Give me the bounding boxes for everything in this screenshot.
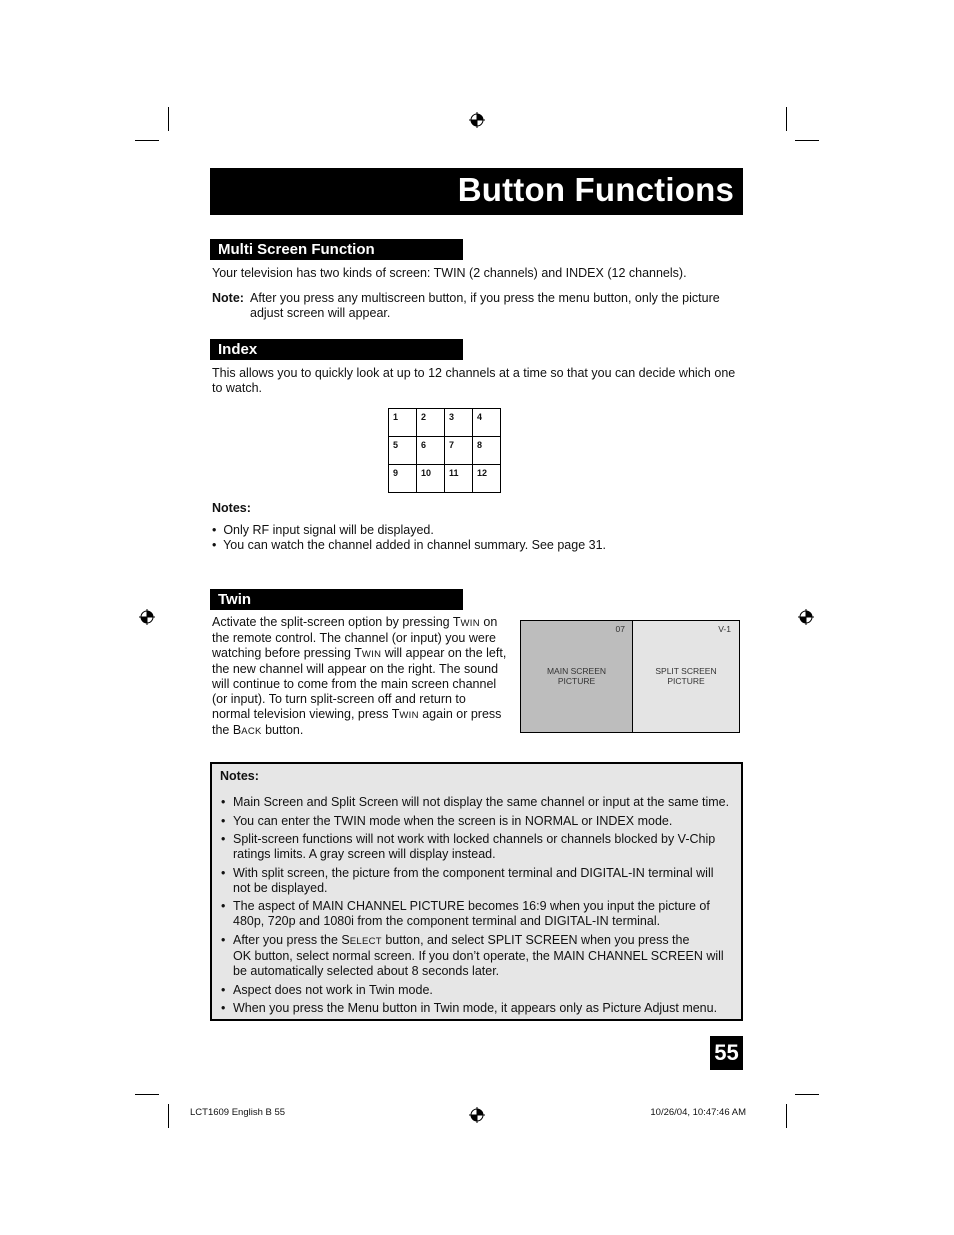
footer-left: LCT1609 English B 55 [190, 1107, 286, 1118]
list-item: • You can enter the TWIN mode when the screen is in NORMAL or INDEX mode. [220, 814, 735, 829]
twin-line: normal television viewing, press TWIN again or press [212, 707, 502, 721]
index-cell: 5 [389, 437, 417, 465]
twin-description [212, 615, 512, 739]
main-screen-label: MAIN SCREEN PICTURE [546, 666, 607, 686]
notes-list [220, 795, 735, 1020]
multi-screen-heading: Multi Screen Function [210, 239, 463, 260]
index-cell: 11 [445, 465, 473, 493]
index-cell: 10 [417, 465, 445, 493]
registration-mark-icon [798, 609, 814, 625]
index-cell: 1 [389, 409, 417, 437]
footer-right: 10/26/04, 10:47:46 AM [650, 1107, 746, 1118]
list-item: • Aspect does not work in Twin mode. [220, 983, 735, 998]
registration-mark-icon [139, 609, 155, 625]
list-item: • The aspect of MAIN CHANNEL PICTURE becomes 16:9 when you input the picture of 480p, 720p and 1080i from the component terminal and DIGITAL-IN terminal. [220, 899, 735, 929]
crop-mark [795, 1094, 819, 1095]
page-title-bar [210, 168, 743, 215]
twin-line: the BACK button. [212, 723, 304, 737]
index-grid [388, 408, 501, 493]
index-cell: 7 [445, 437, 473, 465]
index-cell: 3 [445, 409, 473, 437]
crop-mark [795, 140, 819, 141]
crop-mark [168, 107, 169, 131]
index-heading: Index [210, 339, 463, 360]
main-screen-panel [521, 621, 633, 732]
registration-mark-icon [469, 112, 485, 128]
note-text-2: adjust screen will appear. [250, 306, 391, 320]
index-notes-label: Notes: [212, 501, 251, 515]
multi-screen-intro: Your television has two kinds of screen: TWIN (2 channels) and INDEX (12 channels). [212, 266, 687, 280]
crop-mark [135, 1094, 159, 1095]
list-item: • Main Screen and Split Screen will not display the same channel or input at the same time. [220, 795, 735, 810]
page-number: 55 [710, 1036, 743, 1070]
split-screen-label: SPLIT SCREEN PICTURE [655, 666, 717, 686]
index-cell: 4 [473, 409, 501, 437]
index-cell: 2 [417, 409, 445, 437]
crop-mark [168, 1104, 169, 1128]
list-item: • After you press the SELECT button, and select SPLIT SCREEN when you press the OK button, select normal screen. If you don’t operate, the MAIN CHANNEL SCREEN will be automatically selected about 8 seconds later. [220, 933, 735, 979]
note-label: Note: [212, 291, 244, 305]
notes-box [210, 762, 743, 1021]
note-text-1: After you press any multiscreen button, if you press the menu button, only the picture [250, 291, 720, 305]
main-channel-number: 07 [615, 624, 625, 634]
twin-line: (or input). To turn split-screen off and return to [212, 692, 466, 706]
list-item: • Split-screen functions will not work with locked channels or channels blocked by V-Chip ratings limits. A gray screen will display instead. [220, 832, 735, 862]
split-channel-number: V-1 [718, 624, 731, 634]
registration-mark-icon [469, 1107, 485, 1123]
list-item: • When you press the Menu button in Twin mode, it appears only as Picture Adjust menu. [220, 1001, 735, 1016]
index-note-2: You can watch the channel added in channel summary. See page 31. [223, 538, 607, 552]
notes-label: Notes: [220, 769, 259, 783]
index-cell: 6 [417, 437, 445, 465]
crop-mark [786, 1104, 787, 1128]
crop-mark [786, 107, 787, 131]
list-item: • With split screen, the picture from the component terminal and DIGITAL-IN terminal will not be displayed. [220, 866, 735, 896]
list-item: • You can watch the channel added in channel summary. See page 31. [212, 538, 607, 552]
index-intro-1: This allows you to quickly look at up to 12 channels at a time so that you can decide which one [212, 366, 736, 380]
split-screen-panel [633, 621, 739, 732]
twin-line: will continue to come from the main screen channel [212, 677, 497, 691]
index-cell: 8 [473, 437, 501, 465]
index-intro-2: to watch. [212, 381, 263, 395]
index-cell: 12 [473, 465, 501, 493]
crop-mark [135, 140, 159, 141]
twin-screen-diagram [520, 620, 740, 733]
list-item: • Only RF input signal will be displayed. [212, 523, 434, 537]
index-note-1: Only RF input signal will be displayed. [223, 523, 434, 537]
twin-heading: Twin [210, 589, 463, 610]
index-cell: 9 [389, 465, 417, 493]
twin-line: the remote control. The channel (or input) you were [212, 631, 496, 645]
twin-line: Activate the split-screen option by pressing TWIN on [212, 615, 498, 629]
twin-line: watching before pressing TWIN will appear on the left, [212, 646, 507, 660]
page-title: Button Functions [457, 171, 734, 208]
twin-line: the new channel will appear on the right. The sound [212, 662, 499, 676]
